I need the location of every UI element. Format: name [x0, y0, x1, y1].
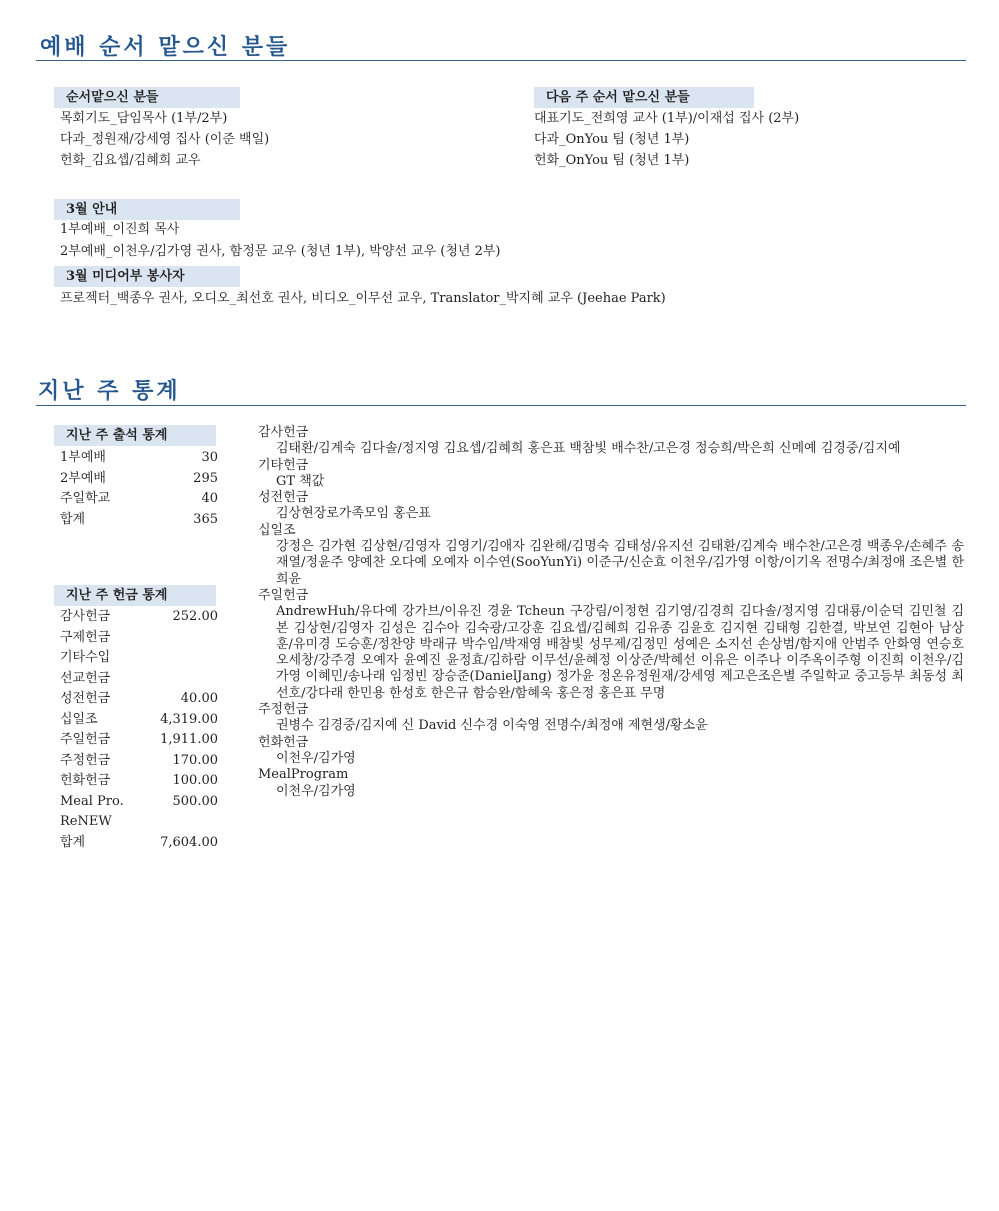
attendance-row-label: 1부예배 [60, 450, 106, 465]
offering-row-label: 성전헌금 [60, 691, 111, 706]
media-team-heading: 3월 미디어부 봉사자 [54, 266, 240, 287]
offering-row-value: 500.00 [172, 793, 218, 809]
offering-row-label: Meal Pro. [60, 793, 124, 809]
offering-donor-names: 권병수 김경중/김지예 신 David 신수경 이숙영 전명수/최정애 제현생/황소윤 [276, 718, 708, 734]
offering-row [60, 669, 218, 689]
this-week-line: 목회기도_담임목사 (1부/2부) [60, 111, 228, 126]
offering-heading: 지난 주 헌금 통계 [54, 585, 216, 606]
offering-row-label: 헌화헌금 [60, 773, 111, 788]
attendance-row [60, 510, 218, 530]
offering-row-value: 1,911.00 [160, 732, 218, 747]
march-notice-line: 2부예배_이천우/김가영 권사, 함정문 교우 (청년 1부), 박양선 교우 (청년 2부) [60, 244, 501, 259]
offering-row-label: 구제헌금 [60, 629, 111, 645]
attendance-row-label: 2부예배 [60, 470, 106, 486]
offering-donor-names: 김상현장로가족모임 홍은표 [276, 506, 431, 522]
offering-row-label: 합계 [60, 834, 86, 850]
offering-donor-names: 이천우/김가영 [276, 750, 356, 766]
section-title-last-week-stats: 지난 주 통계 [38, 378, 181, 404]
attendance-row-value: 30 [201, 450, 218, 465]
attendance-row-value: 40 [201, 491, 218, 506]
offering-row-label: 주정헌금 [60, 752, 111, 768]
offering-row-label: 기타수입 [60, 650, 111, 665]
offering-row-value: 7,604.00 [160, 834, 218, 850]
attendance-row-value: 295 [193, 470, 218, 486]
section-divider [36, 60, 966, 61]
this-week-heading: 순서맡으신 분들 [54, 87, 240, 108]
offering-row [60, 833, 218, 853]
offering-category: 주일헌금 [258, 587, 309, 603]
offering-row [60, 648, 218, 668]
attendance-row [60, 489, 218, 509]
offering-row [60, 771, 218, 791]
offering-row [60, 730, 218, 750]
media-team-line: 프로젝터_백종우 권사, 오디오_최선호 권사, 비디오_이무선 교우, Translator_박지혜 교우 (Jeehae Park) [60, 291, 666, 306]
offering-donor-names: 이천우/김가영 [276, 783, 356, 799]
offering-category: 성전헌금 [258, 490, 309, 506]
offering-row [60, 751, 218, 771]
attendance-row-value: 365 [193, 511, 218, 527]
offering-row-label: 선교헌금 [60, 670, 111, 686]
offering-donor-names: AndrewHuh/유다예 강가브/이유진 경윤 Tcheun 구강림/이정현 김기영/김경희 김다솔/정지영 김대룡/이순덕 김민철 김본 김상현/김영자 김성은 김수아 김숙광/고강훈 김요셉/김혜희 김유종 김윤호 김지현 김태형 김한결, 박보연 김현아 남상훈/유미경 도승훈/정찬양 박래규 박수임/박재영 배참빛 성무제/김정민 성예은 소지선 손상범/함지애 안범주 안화영 연승호 오세창/강주경 오예자 윤예진 윤정효/김하람 이무선/윤혜정 이상준/박혜선 이유은 이주나 이주옥이주형 이진희 이천우/김가영 이혜민/송나래 임정빈 장승준(DanielJang) 정가윤 정온유정원재/강세영 제고은조은별 주일학교 중고등부 최동성 최선호/강다래 한민용 한성호 한은규 함승완/함혜욱 홍은정 홍은표 무명 [276, 604, 964, 701]
offering-row [60, 792, 218, 812]
offering-row [60, 689, 218, 709]
march-notice-line: 1부예배_이진희 목사 [60, 222, 180, 237]
attendance-heading: 지난 주 출석 통계 [54, 425, 216, 446]
offering-row-label: ReNEW [60, 814, 112, 829]
offering-row-value: 252.00 [172, 609, 218, 624]
next-week-line: 다과_OnYou 팀 (청년 1부) [534, 132, 690, 147]
offering-row [60, 628, 218, 648]
offering-row-value: 4,319.00 [160, 711, 218, 727]
next-week-line: 헌화_OnYou 팀 (청년 1부) [534, 153, 690, 168]
offering-row [60, 812, 218, 832]
next-week-line: 대표기도_전희영 교사 (1부)/이재섭 집사 (2부) [534, 111, 800, 126]
offering-row-value: 170.00 [172, 752, 218, 768]
attendance-row [60, 448, 218, 468]
offering-donor-names: 강정은 김가현 김상현/김영자 김영기/김애자 김완해/김명숙 김태성/유지선 김태환/김계숙 배수찬/고은경 백종우/손혜주 송재열/정윤주 양예찬 오다예 오예자 이수연(SooYunYi) 이준구/신순효 이천우/김가영 이항/이기옥 전명수/최정애 조은별 한희윤 [276, 539, 964, 587]
attendance-row-label: 주일학교 [60, 491, 111, 506]
offering-category: 주정헌금 [258, 702, 309, 718]
offering-category: MealProgram [258, 767, 349, 783]
offering-row-label: 주일헌금 [60, 732, 111, 747]
offering-row [60, 710, 218, 730]
section-divider [36, 405, 966, 406]
offering-category: 십일조 [258, 522, 296, 538]
offering-row-value: 40.00 [180, 691, 218, 706]
offering-category: 감사헌금 [258, 425, 309, 440]
attendance-row-label: 합계 [60, 511, 86, 527]
offering-donor-names: GT 책값 [276, 473, 325, 489]
offering-category: 기타헌금 [258, 457, 309, 473]
next-week-heading: 다음 주 순서 맡으신 분들 [534, 87, 754, 108]
offering-row-label: 십일조 [60, 711, 98, 727]
offering-category: 헌화헌금 [258, 734, 309, 750]
this-week-line: 헌화_김요셉/김혜희 교우 [60, 153, 201, 168]
offering-row-value: 100.00 [172, 773, 218, 788]
this-week-line: 다과_정원재/강세영 집사 (이준 백일) [60, 132, 270, 147]
offering-donor-list [258, 425, 964, 800]
attendance-row [60, 469, 218, 489]
offering-row [60, 607, 218, 627]
march-notice-heading: 3월 안내 [54, 199, 240, 220]
section-title-worship-order: 예배 순서 맡으신 분들 [40, 34, 291, 60]
offering-donor-names: 김태환/김계숙 김다솔/정지영 김요셉/김혜희 홍은표 백참빛 배수찬/고은경 정승희/박은희 신메예 김경중/김지예 [276, 441, 901, 457]
offering-row-label: 감사헌금 [60, 609, 111, 624]
